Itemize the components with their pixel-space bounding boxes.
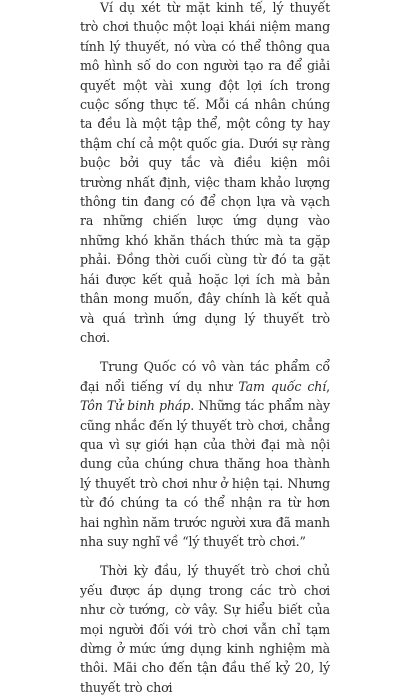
work-title-ton-tu-binh-phap: Tôn Tử binh pháp [80,398,191,414]
paragraph-text-before: Trung Quốc có vô vàn tác phẩm cổ đại nổi tiếng ví dụ như [80,359,330,394]
work-title-tam-quoc-chi: Tam quốc chí [238,378,327,394]
paragraph-early-period: Thời kỳ đầu, lý thuyết trò chơi chủ yếu được áp dụng trong các trò chơi như cờ tướng, cờ vây. Sự hiểu biết của mọi người đối với trò chơi vẫn chỉ tạm dừng ở mức ứng dụng kinh nghiệm mà thôi. Mãi cho đến tận đầu thế kỷ 20, lý thuyết trò chơi [80,563,330,695]
paragraph-economic-example: Ví dụ xét từ mặt kinh tế, lý thuyết trò chơi thuộc một loại khái niệm mang tính lý thuyết, nó vừa có thể thông qua mô hình số do con người tạo ra để giải quyết một vài xung đột lợi ích trong cuộc sống thực tế. Mỗi cá nhân chúng ta đều là một tập thể, một công ty hay thậm chí cả một quốc gia. Dưới sự ràng buộc bởi quy tắc và điều kiện môi trường nhất định, việc tham khảo lượng thông tin đang có để chọn lựa và vạch ra những chiến lược ứng dụng vào những khó khăn thách thức mà ta gặp phải. Đồng thời cuối cùng từ đó ta gặt hái được kết quả hoặc lợi ích mà bản thân mong muốn, đây chính là kết quả và quá trình ứng dụng lý thuyết trò chơi. [80,0,330,345]
paragraph-text-after: . Những tác phẩm này cũng nhắc đến lý thuyết trò chơi, chẳng qua vì sự giới hạn của thời đại mà nội dung của chúng chưa thăng hoa thành lý thuyết trò chơi như ở hiện tại. Nhưng từ đó chúng ta có thể nhận ra từ hơn hai nghìn năm trước người xưa đã manh nha suy nghĩ về “lý thuyết trò chơi.” [80,398,330,549]
paragraph-chinese-classics [80,357,330,551]
title-separator: , [326,378,330,394]
